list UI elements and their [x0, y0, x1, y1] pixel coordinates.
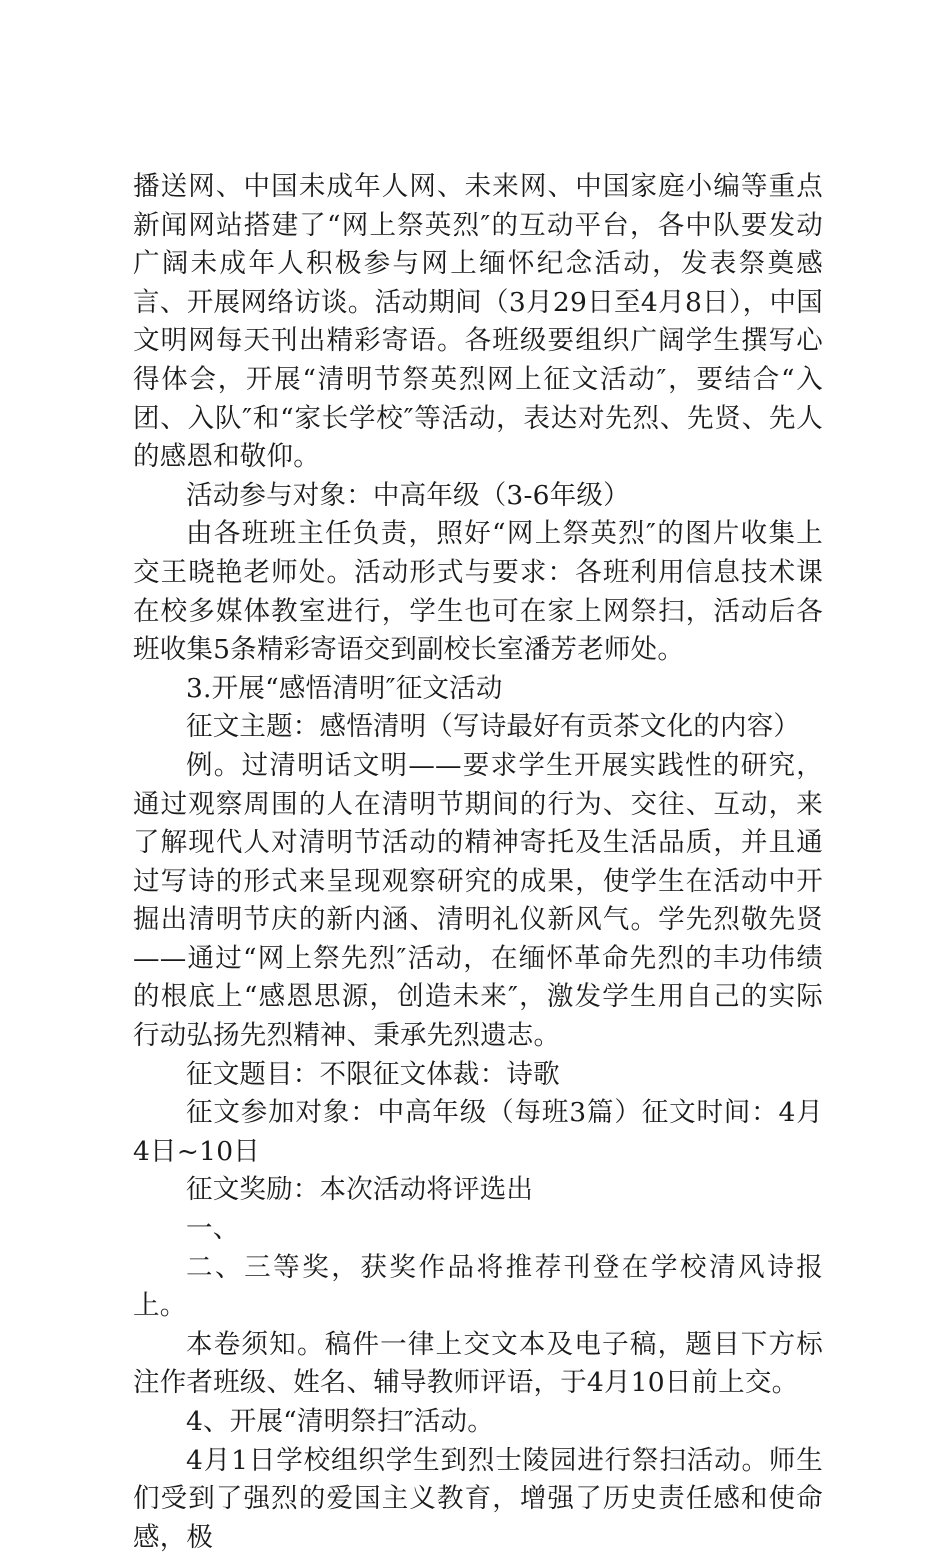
paragraph-1: 播送网、中国未成年人网、未来网、中国家庭小编等重点新闻网站搭建了“网上祭英烈″的互动平台，各中队要发动广阔未成年人积极参与网上缅怀纪念活动，发表祭奠感言、开展网络访谈。活动期间（3月29日至4月8日），中国文明网每天刊出精彩寄语。各班级要组织广阔学生撰写心得体会，开展“清明节祭英烈网上征文活动″，要结合“入团、入队″和“家长学校″等活动，表达对先烈、先贤、先人的感恩和敬仰。	[133, 171, 823, 473]
paragraph-12: 本卷须知。稿件一律上交文本及电子稿，题目下方标注作者班级、姓名、辅导教师评语，于4月10日前上交。	[133, 1328, 823, 1399]
paragraph-7: 征文题目：不限征文体裁：诗歌	[186, 1058, 560, 1090]
paragraph-10: 一、	[186, 1213, 240, 1245]
paragraph-6: 例。过清明话文明——要求学生开展实践性的研究，通过观察周围的人在清明节期间的行为、交往、互动，来了解现代人对清明节活动的精神寄托及生活品质，并且通过写诗的形式来呈现观察研究的成果，使学生在活动中开掘出清明节庆的新内涵、清明礼仪新风气。学先烈敬先贤——通过“网上祭先烈″活动，在缅怀革命先烈的丰功伟绩的根底上“感恩思源，创造未来″，激发学生用自己的实际行动弘扬先烈精神、秉承先烈遗志。	[133, 749, 823, 1052]
paragraph-2: 活动参与对象：中高年级（3-6年级）	[186, 479, 630, 511]
paragraph-11: 二、三等奖，获奖作品将推荐刊登在学校清风诗报上。	[133, 1251, 823, 1322]
paragraph-14: 4月1日学校组织学生到烈士陵园进行祭扫活动。师生们受到了强烈的爱国主义教育，增强了历史责任感和使命感，极	[133, 1444, 823, 1553]
paragraph-8: 征文参加对象：中高年级（每班3篇）征文时间：4月4日~10日	[133, 1097, 823, 1167]
paragraph-4-heading: 3.开展“感悟清明″征文活动	[186, 672, 503, 704]
paragraph-3: 由各班班主任负责，照好“网上祭英烈″的图片收集上交王晓艳老师处。活动形式与要求：各班利用信息技术课在校多媒体教室进行，学生也可在家上网祭扫，活动后各班收集5条精彩寄语交到副校长室潘芳老师处。	[133, 518, 823, 666]
paragraph-9: 征文奖励：本次活动将评选出	[186, 1174, 534, 1206]
document-body	[133, 168, 823, 1557]
paragraph-13-heading: 4、开展“清明祭扫″活动。	[186, 1406, 494, 1437]
paragraph-5: 征文主题：感悟清明（写诗最好有贡茶文化的内容）	[186, 711, 801, 743]
